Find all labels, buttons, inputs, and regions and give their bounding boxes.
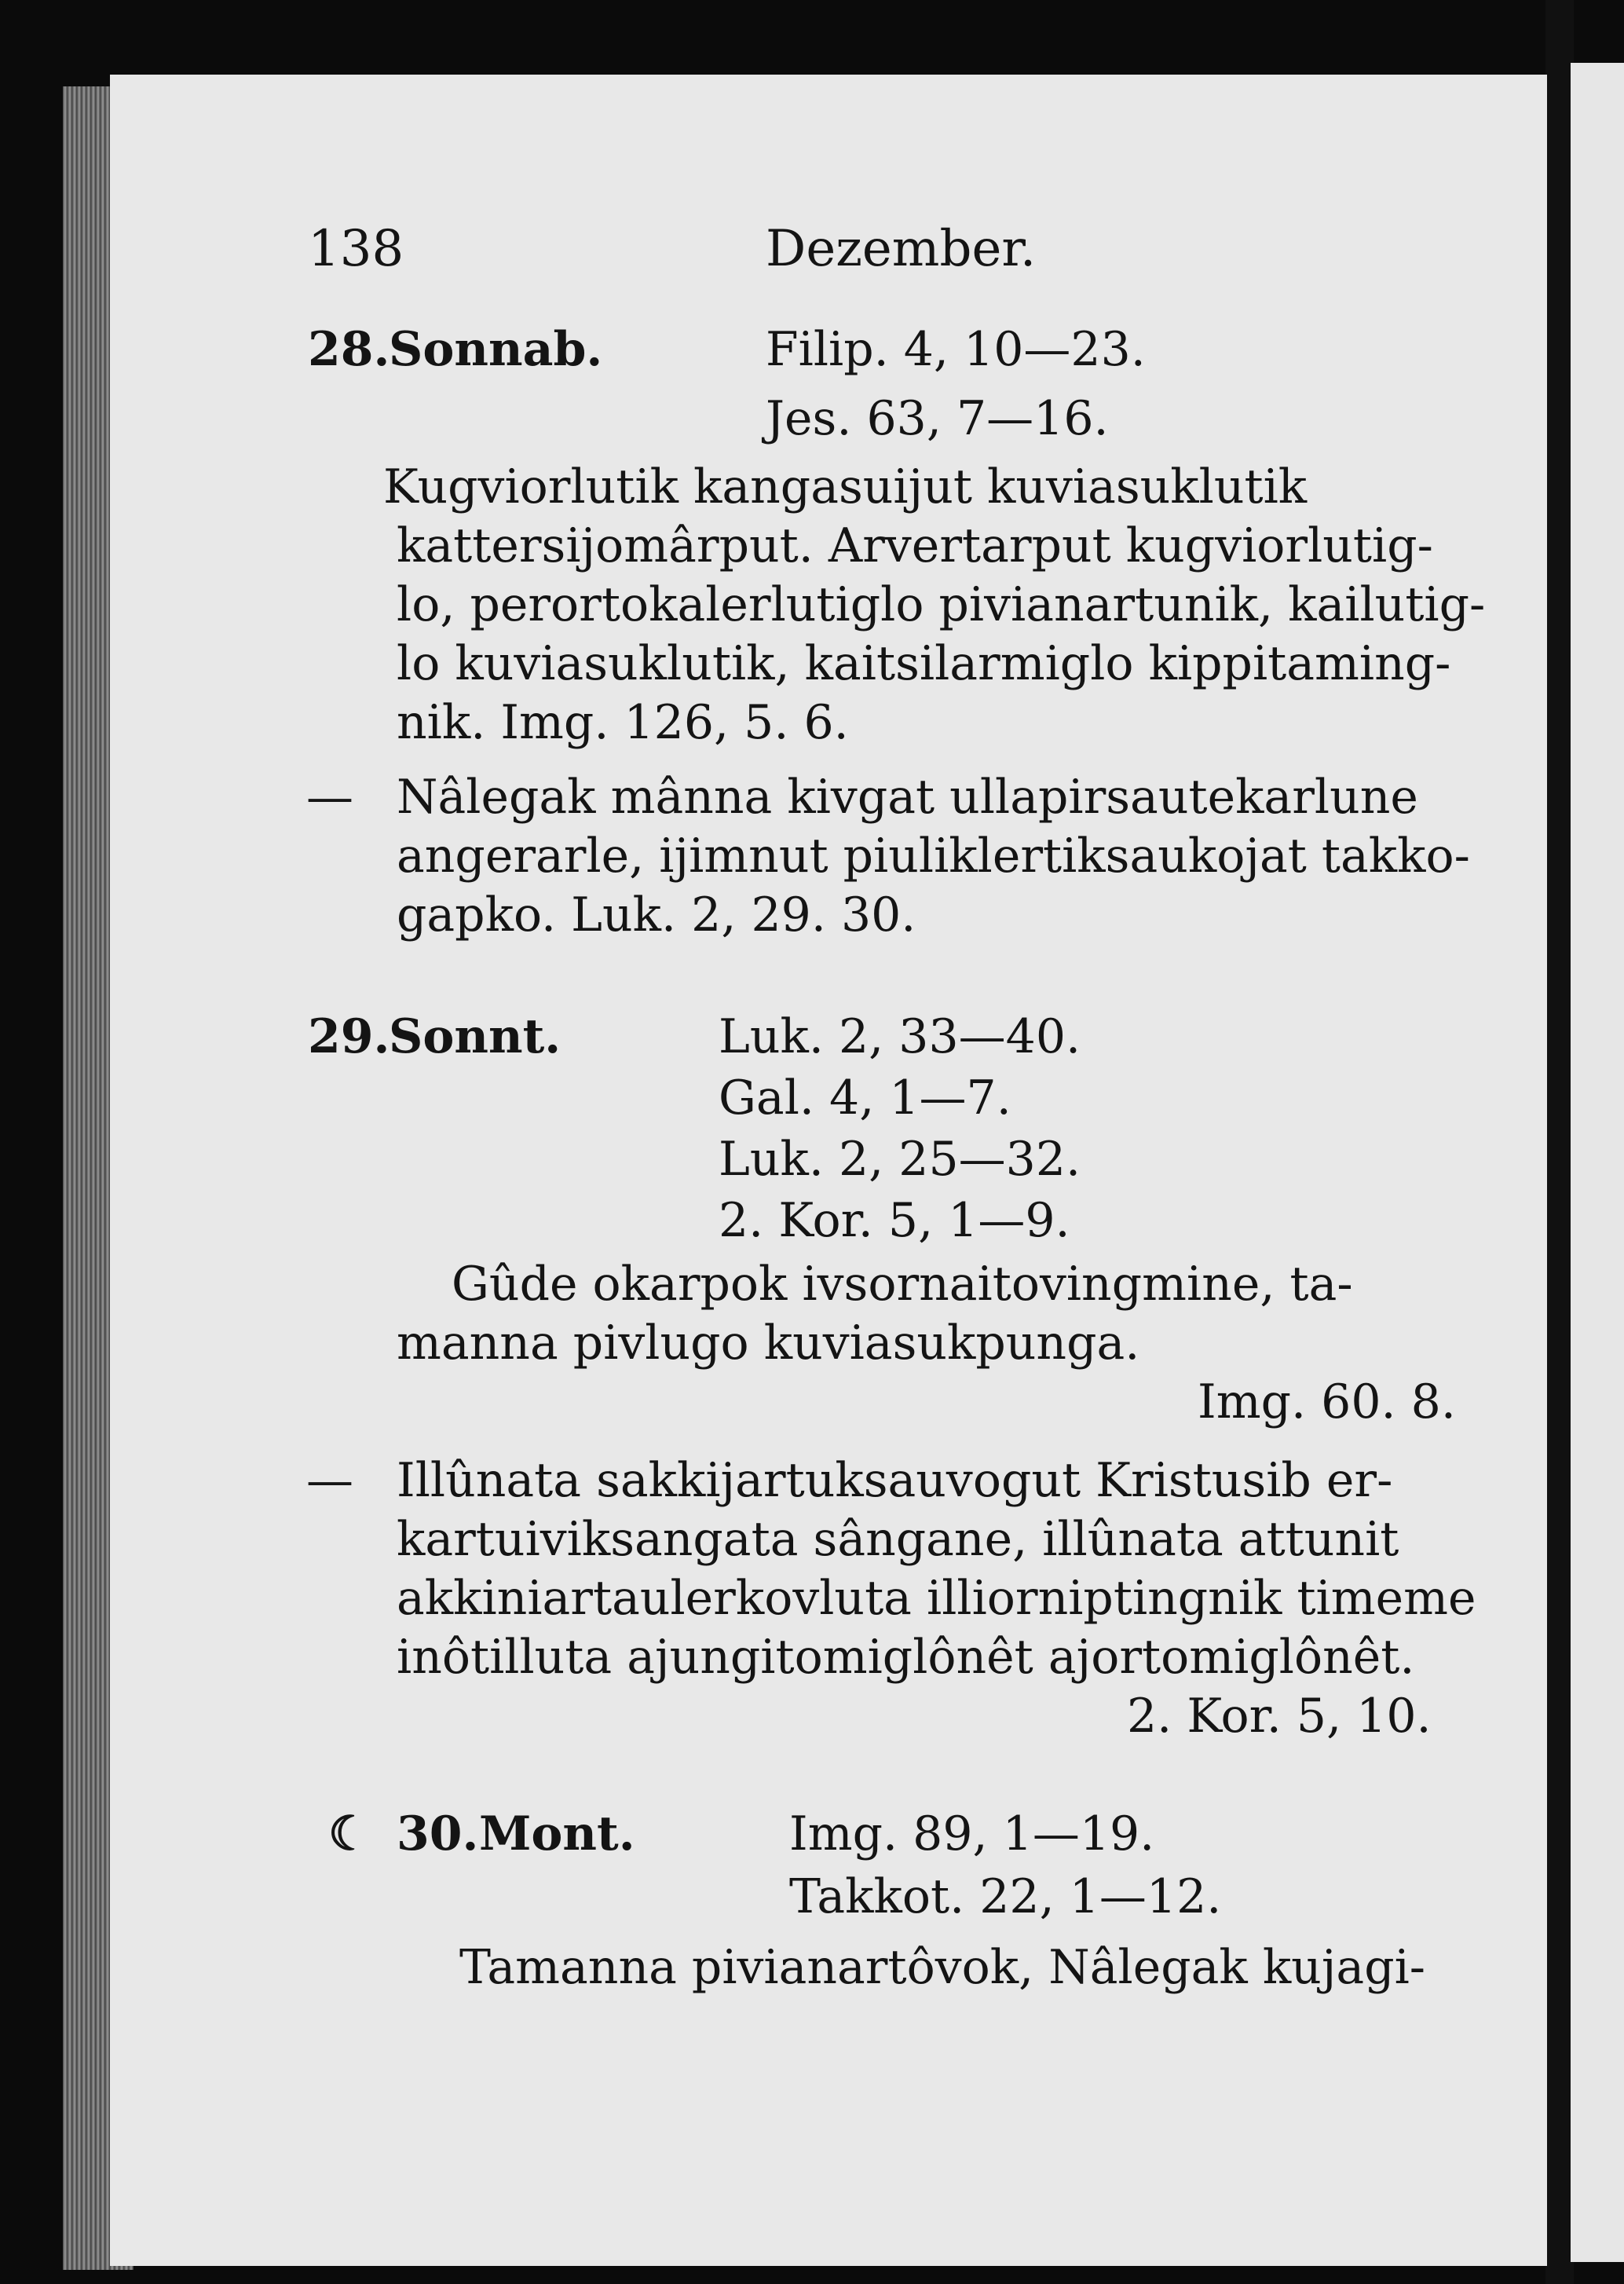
day-29-text-line-2: manna pivlugo kuviasukpunga.: [397, 1316, 1140, 1371]
day-29-reading-1: Luk. 2, 33—40.: [719, 1009, 1081, 1064]
day-29-text2-reference: 2. Kor. 5, 10.: [1127, 1689, 1432, 1744]
day-29-reading-4: 2. Kor. 5, 1—9.: [719, 1193, 1070, 1248]
day-29-reading-2: Gal. 4, 1—7.: [719, 1071, 1011, 1126]
day-29-text-line-1: Gûde okarpok ivsornaitovingmine, ta-: [452, 1257, 1353, 1312]
day-29-reading-3: Luk. 2, 25—32.: [719, 1132, 1081, 1187]
day-28-reading-2: Jes. 63, 7—16.: [766, 391, 1109, 446]
day-30-reading-2: Takkot. 22, 1—12.: [789, 1869, 1222, 1924]
day-28-text-line-4: lo kuviasuklutik, kaitsilarmiglo kippitaming-: [397, 636, 1451, 691]
day-28-text-line-3: lo, perortokalerlutiglo pivianartunik, kailutig-: [397, 577, 1486, 632]
day-28-weekday: Sonnab.: [389, 322, 603, 377]
day-29-dash: —: [306, 1453, 353, 1508]
page-number: 138: [308, 220, 404, 278]
day-29-weekday: Sonnt.: [389, 1009, 561, 1064]
day-28-text2-line-2: angerarle, ijimnut piuliklertiksaukojat takko-: [397, 829, 1470, 884]
running-title: Dezember.: [766, 220, 1037, 278]
scan-gap: [1545, 0, 1574, 2284]
next-page-edge: [1571, 63, 1624, 2262]
day-28-text-line-2: kattersijomârput. Arvertarput kugviorlutig-: [397, 518, 1433, 573]
moon-phase-icon: ☾: [328, 1806, 371, 1861]
day-30-reading-1: Img. 89, 1—19.: [789, 1806, 1155, 1861]
day-29-text2-line-1: Illûnata sakkijartuksauvogut Kristusib er-: [397, 1453, 1393, 1508]
day-29-text2-line-4: inôtilluta ajungitomiglônêt ajortomiglônêt.: [397, 1630, 1415, 1685]
day-30-date: 30.: [397, 1806, 479, 1861]
day-29-text-reference: Img. 60. 8.: [1198, 1374, 1456, 1429]
day-28-date: 28.: [308, 322, 390, 377]
day-28-text2-line-1: Nâlegak mânna kivgat ullapirsautekarlune: [397, 770, 1418, 825]
day-28-reading-1: Filip. 4, 10—23.: [766, 322, 1146, 377]
day-29-date: 29.: [308, 1009, 390, 1064]
book-page: [110, 75, 1547, 2266]
day-30-weekday: Mont.: [479, 1806, 635, 1861]
day-28-text-line-5: nik. Img. 126, 5. 6.: [397, 695, 849, 750]
day-29-text2-line-3: akkiniartaulerkovluta illiorniptingnik timeme: [397, 1571, 1476, 1626]
day-29-text2-line-2: kartuiviksangata sângane, illûnata attunit: [397, 1512, 1399, 1567]
day-28-dash: —: [306, 770, 353, 825]
day-28-text-line-1: Kugviorlutik kangasuijut kuviasuklutik: [383, 459, 1308, 514]
day-28-text2-line-3: gapko. Luk. 2, 29. 30.: [397, 888, 916, 943]
day-30-text-line-1: Tamanna pivianartôvok, Nâlegak kujagi-: [459, 1940, 1426, 1995]
